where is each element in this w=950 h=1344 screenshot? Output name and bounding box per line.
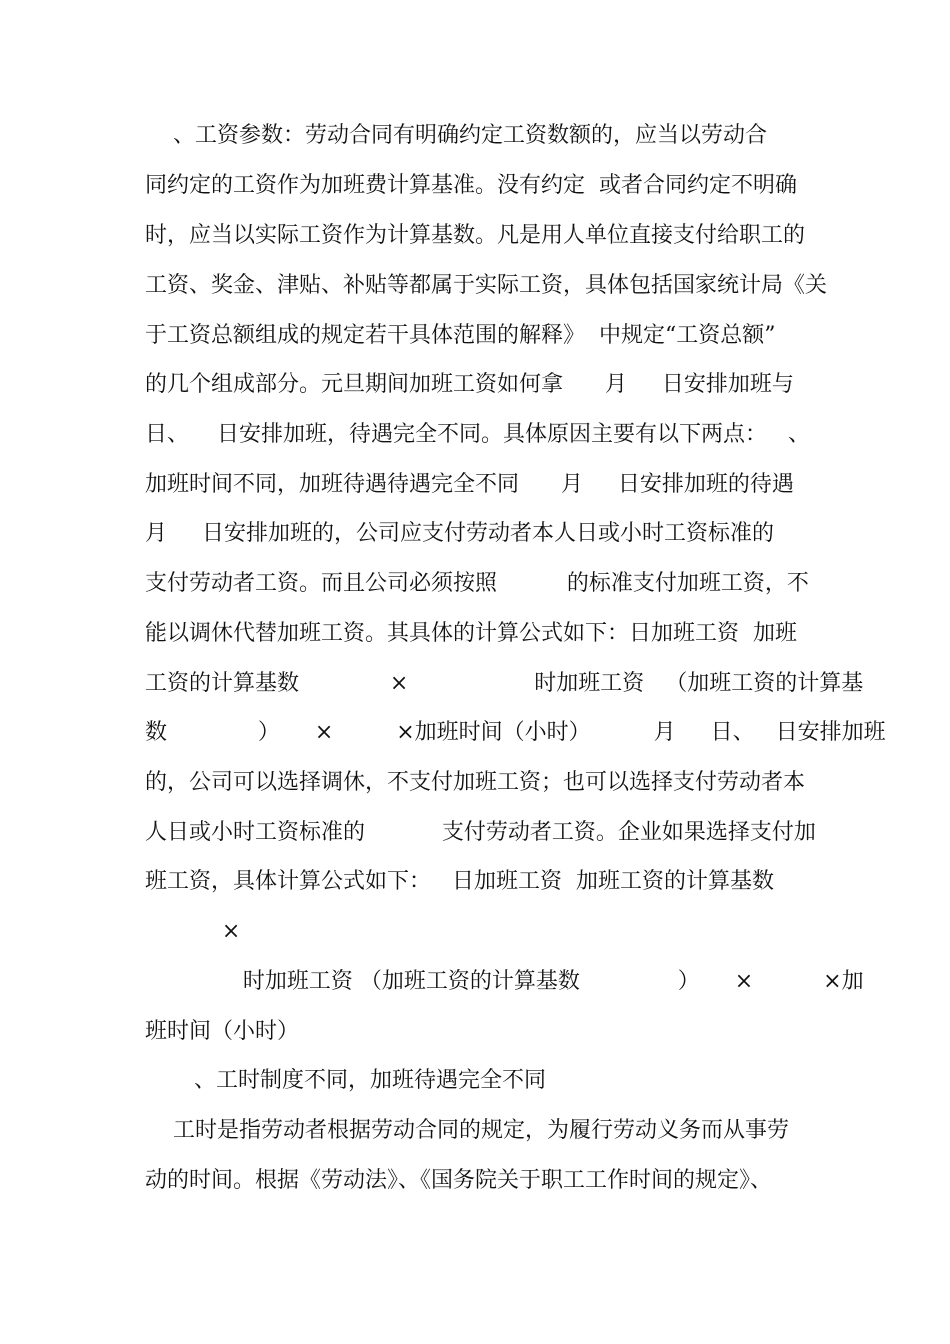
- text-line: 时加班工资 （加班工资的计算基数 ） × ×加: [145, 969, 864, 994]
- text-line: 日、 日安排加班，待遇完全不同。具体原因主要有以下两点： 、: [145, 422, 810, 447]
- text-line: 支付劳动者工资。而且公司必须按照 的标准支付加班工资，不: [145, 571, 809, 596]
- text-line: 的几个组成部分。元旦期间加班工资如何拿 月 日安排加班与: [145, 372, 794, 397]
- text-line: ×: [145, 919, 241, 944]
- text-line: 能以调休代替加班工资。其具体的计算公式如下：日加班工资 加班: [145, 621, 797, 646]
- text-line: 工资、奖金、津贴、补贴等都属于实际工资，具体包括国家统计局《关: [145, 273, 828, 298]
- text-line: 时，应当以实际工资作为计算基数。凡是用人单位直接支付给职工的: [145, 223, 806, 248]
- text-line: 班工资，具体计算公式如下： 日加班工资 加班工资的计算基数: [145, 869, 774, 894]
- text-line: 于工资总额组成的规定若干具体范围的解释》 中规定“工资总额”: [145, 323, 776, 348]
- text-line: 工时是指劳动者根据劳动合同的规定，为履行劳动义务而从事劳: [145, 1118, 789, 1143]
- text-line: 班时间（小时）: [145, 1019, 300, 1044]
- text-line: 的，公司可以选择调休，不支付加班工资；也可以选择支付劳动者本: [145, 770, 806, 795]
- text-line: 工资的计算基数 × 时加班工资 （加班工资的计算基: [145, 671, 864, 696]
- text-line: 、工时制度不同，加班待遇完全不同: [145, 1068, 546, 1093]
- text-line: 动的时间。根据《劳动法》、《国务院关于职工工作时间的规定》、: [145, 1168, 773, 1193]
- text-line: 同约定的工资作为加班费计算基准。没有约定 或者合同约定不明确: [145, 173, 797, 198]
- text-line: 人日或小时工资标准的 支付劳动者工资。企业如果选择支付加: [145, 820, 816, 845]
- text-line: 数 ） × ×加班时间（小时） 月 日、 日安排加班: [145, 720, 886, 745]
- text-line: 、工资参数：劳动合同有明确约定工资数额的，应当以劳动合: [145, 123, 767, 148]
- text-line: 月 日安排加班的，公司应支付劳动者本人日或小时工资标准的: [145, 521, 774, 546]
- text-line: 加班时间不同，加班待遇待遇完全不同 月 日安排加班的待遇: [145, 472, 794, 497]
